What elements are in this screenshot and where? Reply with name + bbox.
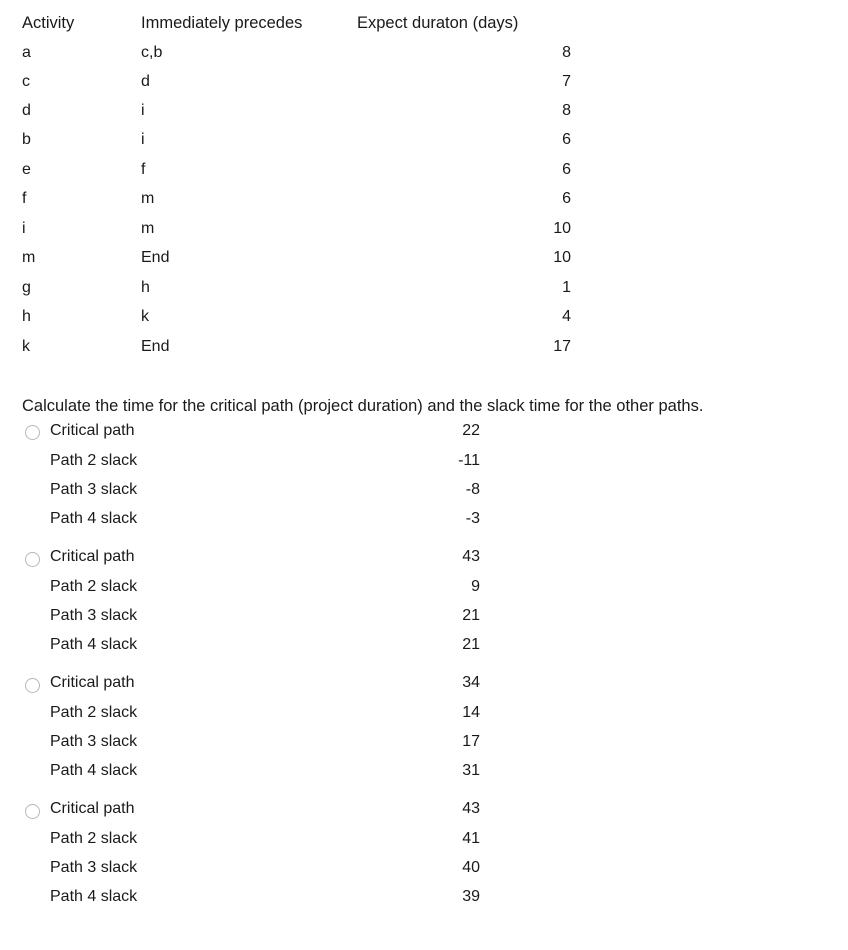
- option-line-label: Path 4 slack: [50, 762, 138, 779]
- option-line-label: Critical path: [50, 548, 135, 565]
- cell-duration: 4: [562, 308, 571, 325]
- header-activity: Activity: [22, 14, 75, 32]
- cell-precedes: i: [141, 131, 145, 148]
- cell-precedes: End: [141, 338, 170, 355]
- option-line-value: 31: [462, 762, 480, 779]
- option-line-value: 43: [462, 800, 480, 817]
- cell-duration: 17: [553, 338, 571, 355]
- cell-precedes: m: [141, 190, 155, 207]
- cell-activity: f: [22, 190, 27, 207]
- option-line-label: Path 4 slack: [50, 510, 138, 527]
- option-line-label: Path 2 slack: [50, 578, 138, 595]
- option-line-value: 39: [462, 888, 480, 905]
- cell-duration: 6: [562, 190, 571, 207]
- cell-precedes: End: [141, 249, 170, 266]
- cell-activity: m: [22, 249, 36, 266]
- option-line-value: 21: [462, 607, 480, 624]
- option-line-value: 41: [462, 830, 480, 847]
- cell-duration: 6: [562, 161, 571, 178]
- cell-duration: 10: [553, 220, 571, 237]
- cell-activity: k: [22, 338, 30, 355]
- option-line-label: Path 2 slack: [50, 704, 138, 721]
- question-text: Calculate the time for the critical path (project duration) and the slack time for the other paths.: [22, 397, 704, 415]
- option-line-value: 9: [471, 578, 480, 595]
- cell-duration: 6: [562, 131, 571, 148]
- radio-button[interactable]: [25, 552, 40, 567]
- option-line-label: Path 2 slack: [50, 452, 138, 469]
- option-line-label: Path 4 slack: [50, 636, 138, 653]
- cell-duration: 10: [553, 249, 571, 266]
- cell-duration: 8: [562, 102, 571, 119]
- cell-activity: g: [22, 279, 31, 296]
- option-line-label: Path 3 slack: [50, 481, 138, 498]
- option-line-value: 40: [462, 859, 480, 876]
- option-line-value: 43: [462, 548, 480, 565]
- option-line-value: 17: [462, 733, 480, 750]
- cell-precedes: d: [141, 73, 150, 90]
- option-line-value: -11: [458, 452, 480, 469]
- option-line-label: Path 3 slack: [50, 733, 138, 750]
- radio-button[interactable]: [25, 678, 40, 693]
- option-line-label: Path 3 slack: [50, 859, 138, 876]
- cell-precedes: c,b: [141, 44, 163, 61]
- radio-button[interactable]: [25, 804, 40, 819]
- option-line-value: -8: [465, 481, 480, 498]
- radio-button[interactable]: [25, 425, 40, 440]
- cell-duration: 8: [562, 44, 571, 61]
- cell-activity: i: [22, 220, 26, 237]
- option-line-value: 34: [462, 674, 480, 691]
- option-line-value: 14: [462, 704, 480, 721]
- cell-activity: e: [22, 161, 31, 178]
- option-line-label: Critical path: [50, 674, 135, 691]
- option-line-label: Path 3 slack: [50, 607, 138, 624]
- option-line-value: -3: [465, 510, 480, 527]
- cell-precedes: k: [141, 308, 149, 325]
- cell-activity: c: [22, 73, 30, 90]
- cell-precedes: f: [141, 161, 146, 178]
- cell-activity: h: [22, 308, 31, 325]
- header-precedes: Immediately precedes: [141, 14, 303, 32]
- option-line-label: Path 2 slack: [50, 830, 138, 847]
- header-duration: Expect duraton (days): [357, 14, 519, 32]
- cell-duration: 7: [562, 73, 571, 90]
- cell-activity: a: [22, 44, 31, 61]
- option-line-value: 22: [462, 422, 480, 439]
- cell-precedes: h: [141, 279, 150, 296]
- cell-precedes: m: [141, 220, 155, 237]
- option-line-label: Path 4 slack: [50, 888, 138, 905]
- option-line-label: Critical path: [50, 422, 135, 439]
- cell-precedes: i: [141, 102, 145, 119]
- cell-duration: 1: [562, 279, 571, 296]
- cell-activity: d: [22, 102, 31, 119]
- cell-activity: b: [22, 131, 31, 148]
- option-line-label: Critical path: [50, 800, 135, 817]
- option-line-value: 21: [462, 636, 480, 653]
